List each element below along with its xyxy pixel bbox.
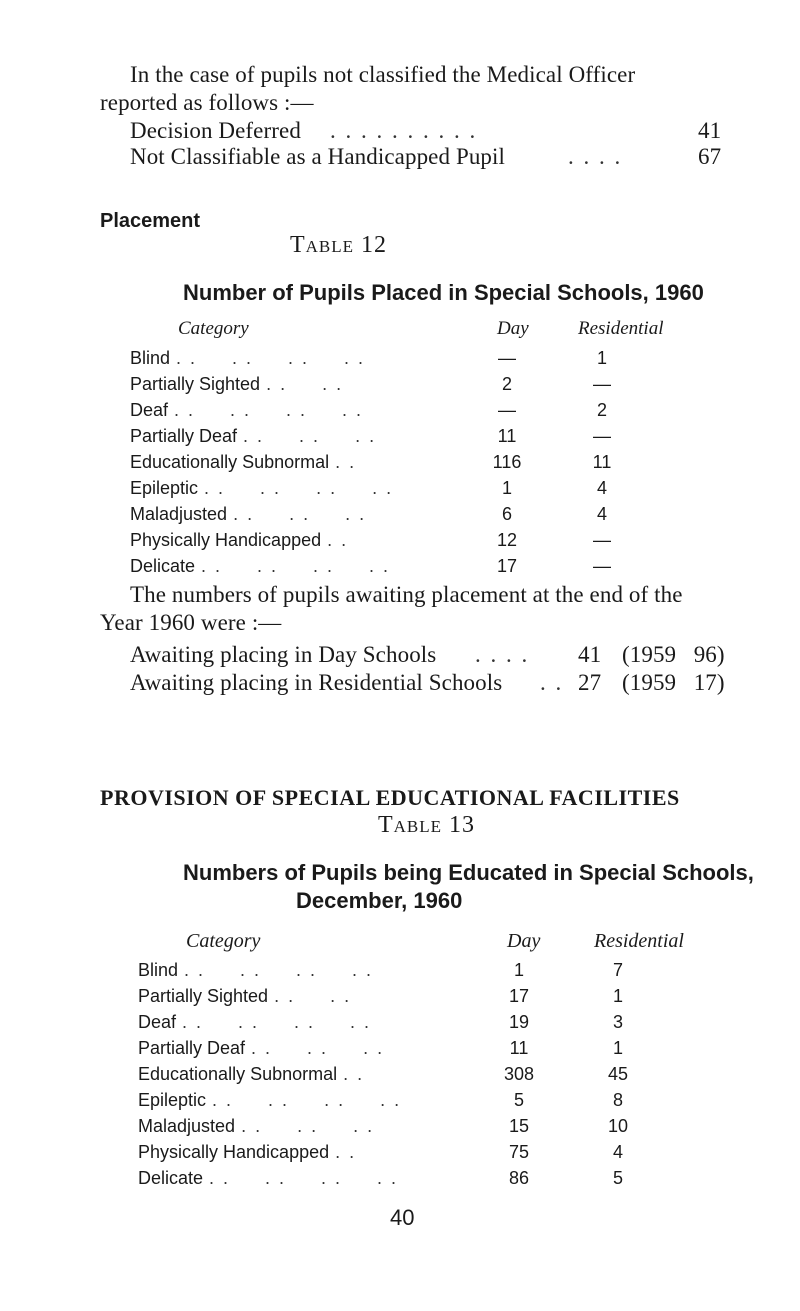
table-row <box>138 1035 688 1061</box>
residential-cell: — <box>593 529 611 550</box>
residential-cell: 8 <box>612 1089 623 1110</box>
category-label: Educationally Subnormal <box>130 451 330 472</box>
residential-cell: 1 <box>612 1037 623 1058</box>
category-cell <box>130 397 482 423</box>
table-row <box>138 1061 688 1087</box>
column-header-residential: Residential <box>594 930 684 952</box>
residential-cell: 4 <box>612 1141 623 1162</box>
category-cell <box>138 1139 490 1165</box>
awaiting-item-previous: (1959 96) <box>622 642 725 667</box>
category-cell <box>138 1061 490 1087</box>
category-label: Delicate <box>130 555 196 576</box>
section-heading-provision: PROVISION OF SPECIAL EDUCATIONAL FACILITIES <box>100 785 680 810</box>
table-13-title-line-2: December, 1960 <box>296 888 463 913</box>
day-cell: 5 <box>513 1089 524 1110</box>
category-cell <box>130 501 482 527</box>
awaiting-item-previous: (1959 17) <box>622 670 725 695</box>
table-row <box>130 449 672 475</box>
awaiting-item-value: 41 <box>578 642 602 667</box>
awaiting-item-value: 27 <box>578 670 602 695</box>
category-label: Blind <box>130 347 171 368</box>
column-header-day: Day <box>507 930 541 952</box>
intro-item-label: Decision Deferred <box>130 118 301 143</box>
day-cell: 11 <box>509 1037 529 1058</box>
table-12-title: Number of Pupils Placed in Special Schools, 1960 <box>183 280 704 305</box>
table-row <box>138 983 688 1009</box>
category-label: Epileptic <box>138 1089 207 1110</box>
category-cell <box>130 475 482 501</box>
category-label: Partially Deaf <box>130 425 238 446</box>
leader-dots: . . . . <box>274 985 352 1006</box>
table-13 <box>138 957 688 1191</box>
category-label: Partially Deaf <box>138 1037 246 1058</box>
category-cell <box>130 345 482 371</box>
day-cell: 2 <box>501 373 512 394</box>
leader-dots: . . . . . . . . <box>204 477 394 498</box>
category-cell <box>130 423 482 449</box>
day-cell: 12 <box>496 529 518 550</box>
category-label: Delicate <box>138 1167 204 1188</box>
leader-dots: . . . . . . . . <box>174 399 364 420</box>
table-row <box>130 475 672 501</box>
leader-dots: . . . . . . . . <box>184 959 374 980</box>
day-cell: 86 <box>508 1167 530 1188</box>
residential-cell: 1 <box>596 347 607 368</box>
table-12 <box>130 345 672 579</box>
leader-dots: . . <box>335 451 357 472</box>
category-cell <box>130 527 482 553</box>
table-row <box>130 501 672 527</box>
intro-line-1: In the case of pupils not classified the Medical Officer <box>130 62 636 87</box>
leader-dots: . . . . . . <box>241 1115 375 1136</box>
residential-cell: — <box>593 555 611 576</box>
category-label: Physically Handicapped <box>138 1141 330 1162</box>
category-label: Maladjusted <box>130 503 228 524</box>
day-cell: 17 <box>508 985 530 1006</box>
residential-cell: 3 <box>612 1011 623 1032</box>
day-cell: 116 <box>492 451 522 472</box>
leader-dots: . . . . . . <box>243 425 377 446</box>
column-header-category: Category <box>178 318 249 339</box>
intro-line-2: reported as follows :— <box>100 90 314 115</box>
leader-dots: . . <box>327 529 349 550</box>
category-cell <box>138 1035 490 1061</box>
intro-item-value: 41 <box>698 118 722 143</box>
day-cell: 11 <box>497 425 517 446</box>
residential-cell: — <box>593 373 611 394</box>
table-13-label: Table 13 <box>378 812 476 838</box>
category-cell <box>138 957 490 983</box>
category-cell <box>138 983 490 1009</box>
day-cell: 15 <box>508 1115 530 1136</box>
residential-cell: 7 <box>612 959 623 980</box>
residential-cell: 2 <box>596 399 607 420</box>
column-header-day: Day <box>497 318 529 339</box>
column-header-category: Category <box>186 930 261 952</box>
leader-dots: . . . . . . <box>251 1037 385 1058</box>
residential-cell: 45 <box>607 1063 629 1084</box>
day-cell: 1 <box>501 477 512 498</box>
category-label: Epileptic <box>130 477 199 498</box>
residential-cell: 10 <box>607 1115 629 1136</box>
awaiting-item-label: Awaiting placing in Residential Schools <box>130 670 503 695</box>
leader-dots: . . . . . . . . <box>212 1089 402 1110</box>
category-label: Maladjusted <box>138 1115 236 1136</box>
category-label: Partially Sighted <box>130 373 261 394</box>
category-label: Partially Sighted <box>138 985 269 1006</box>
table-row <box>130 397 672 423</box>
residential-cell: 1 <box>612 985 623 1006</box>
leader-dots: . . . . <box>475 642 530 667</box>
day-cell: 308 <box>503 1063 535 1084</box>
leader-dots: . . . . . . . . . . <box>330 118 478 143</box>
leader-dots: . . <box>343 1063 365 1084</box>
table-row <box>130 371 672 397</box>
table-row <box>138 1139 688 1165</box>
leader-dots: . . . . . . . . <box>209 1167 399 1188</box>
leader-dots: . . . . <box>568 144 623 169</box>
leader-dots: . . <box>540 670 564 695</box>
day-cell: 1 <box>513 959 524 980</box>
intro-item-value: 67 <box>698 144 722 169</box>
table-row <box>138 1009 688 1035</box>
day-cell: 75 <box>508 1141 530 1162</box>
leader-dots: . . . . . . . . <box>176 347 366 368</box>
residential-cell: 4 <box>596 477 607 498</box>
category-cell <box>130 449 482 475</box>
residential-cell: — <box>593 425 611 446</box>
intro-item-label: Not Classifiable as a Handicapped Pupil <box>130 144 506 169</box>
table-12-label: Table 12 <box>290 232 388 258</box>
table-row <box>130 345 672 371</box>
table-row <box>130 423 672 449</box>
table-row <box>138 1165 688 1191</box>
category-cell <box>130 371 482 397</box>
residential-cell: 4 <box>596 503 607 524</box>
category-label: Physically Handicapped <box>130 529 322 550</box>
category-label: Blind <box>138 959 179 980</box>
leader-dots: . . . . . . <box>233 503 367 524</box>
table-row <box>138 1087 688 1113</box>
residential-cell: 5 <box>612 1167 623 1188</box>
awaiting-line-2: Year 1960 were :— <box>100 610 282 635</box>
day-cell: — <box>498 347 516 368</box>
day-cell: 17 <box>496 555 518 576</box>
day-cell: — <box>498 399 516 420</box>
leader-dots: . . . . . . . . <box>182 1011 372 1032</box>
residential-cell: 11 <box>592 451 612 472</box>
category-label: Deaf <box>138 1011 177 1032</box>
leader-dots: . . <box>335 1141 357 1162</box>
table-row <box>138 1113 688 1139</box>
page-number: 40 <box>390 1205 415 1230</box>
category-cell <box>138 1113 490 1139</box>
category-cell <box>138 1165 490 1191</box>
awaiting-line-1: The numbers of pupils awaiting placement at the end of the <box>130 582 683 607</box>
column-header-residential: Residential <box>578 318 664 339</box>
category-cell <box>138 1087 490 1113</box>
table-13-title-line-1: Numbers of Pupils being Educated in Special Schools, <box>183 860 754 885</box>
category-label: Deaf <box>130 399 169 420</box>
category-cell <box>138 1009 490 1035</box>
leader-dots: . . . . . . . . <box>201 555 391 576</box>
table-row <box>130 527 672 553</box>
leader-dots: . . . . <box>266 373 344 394</box>
section-heading-placement: Placement <box>100 210 201 232</box>
awaiting-item-label: Awaiting placing in Day Schools <box>130 642 437 667</box>
category-cell <box>130 553 482 579</box>
table-row <box>138 957 688 983</box>
day-cell: 6 <box>501 503 512 524</box>
category-label: Educationally Subnormal <box>138 1063 338 1084</box>
table-row <box>130 553 672 579</box>
day-cell: 19 <box>508 1011 530 1032</box>
